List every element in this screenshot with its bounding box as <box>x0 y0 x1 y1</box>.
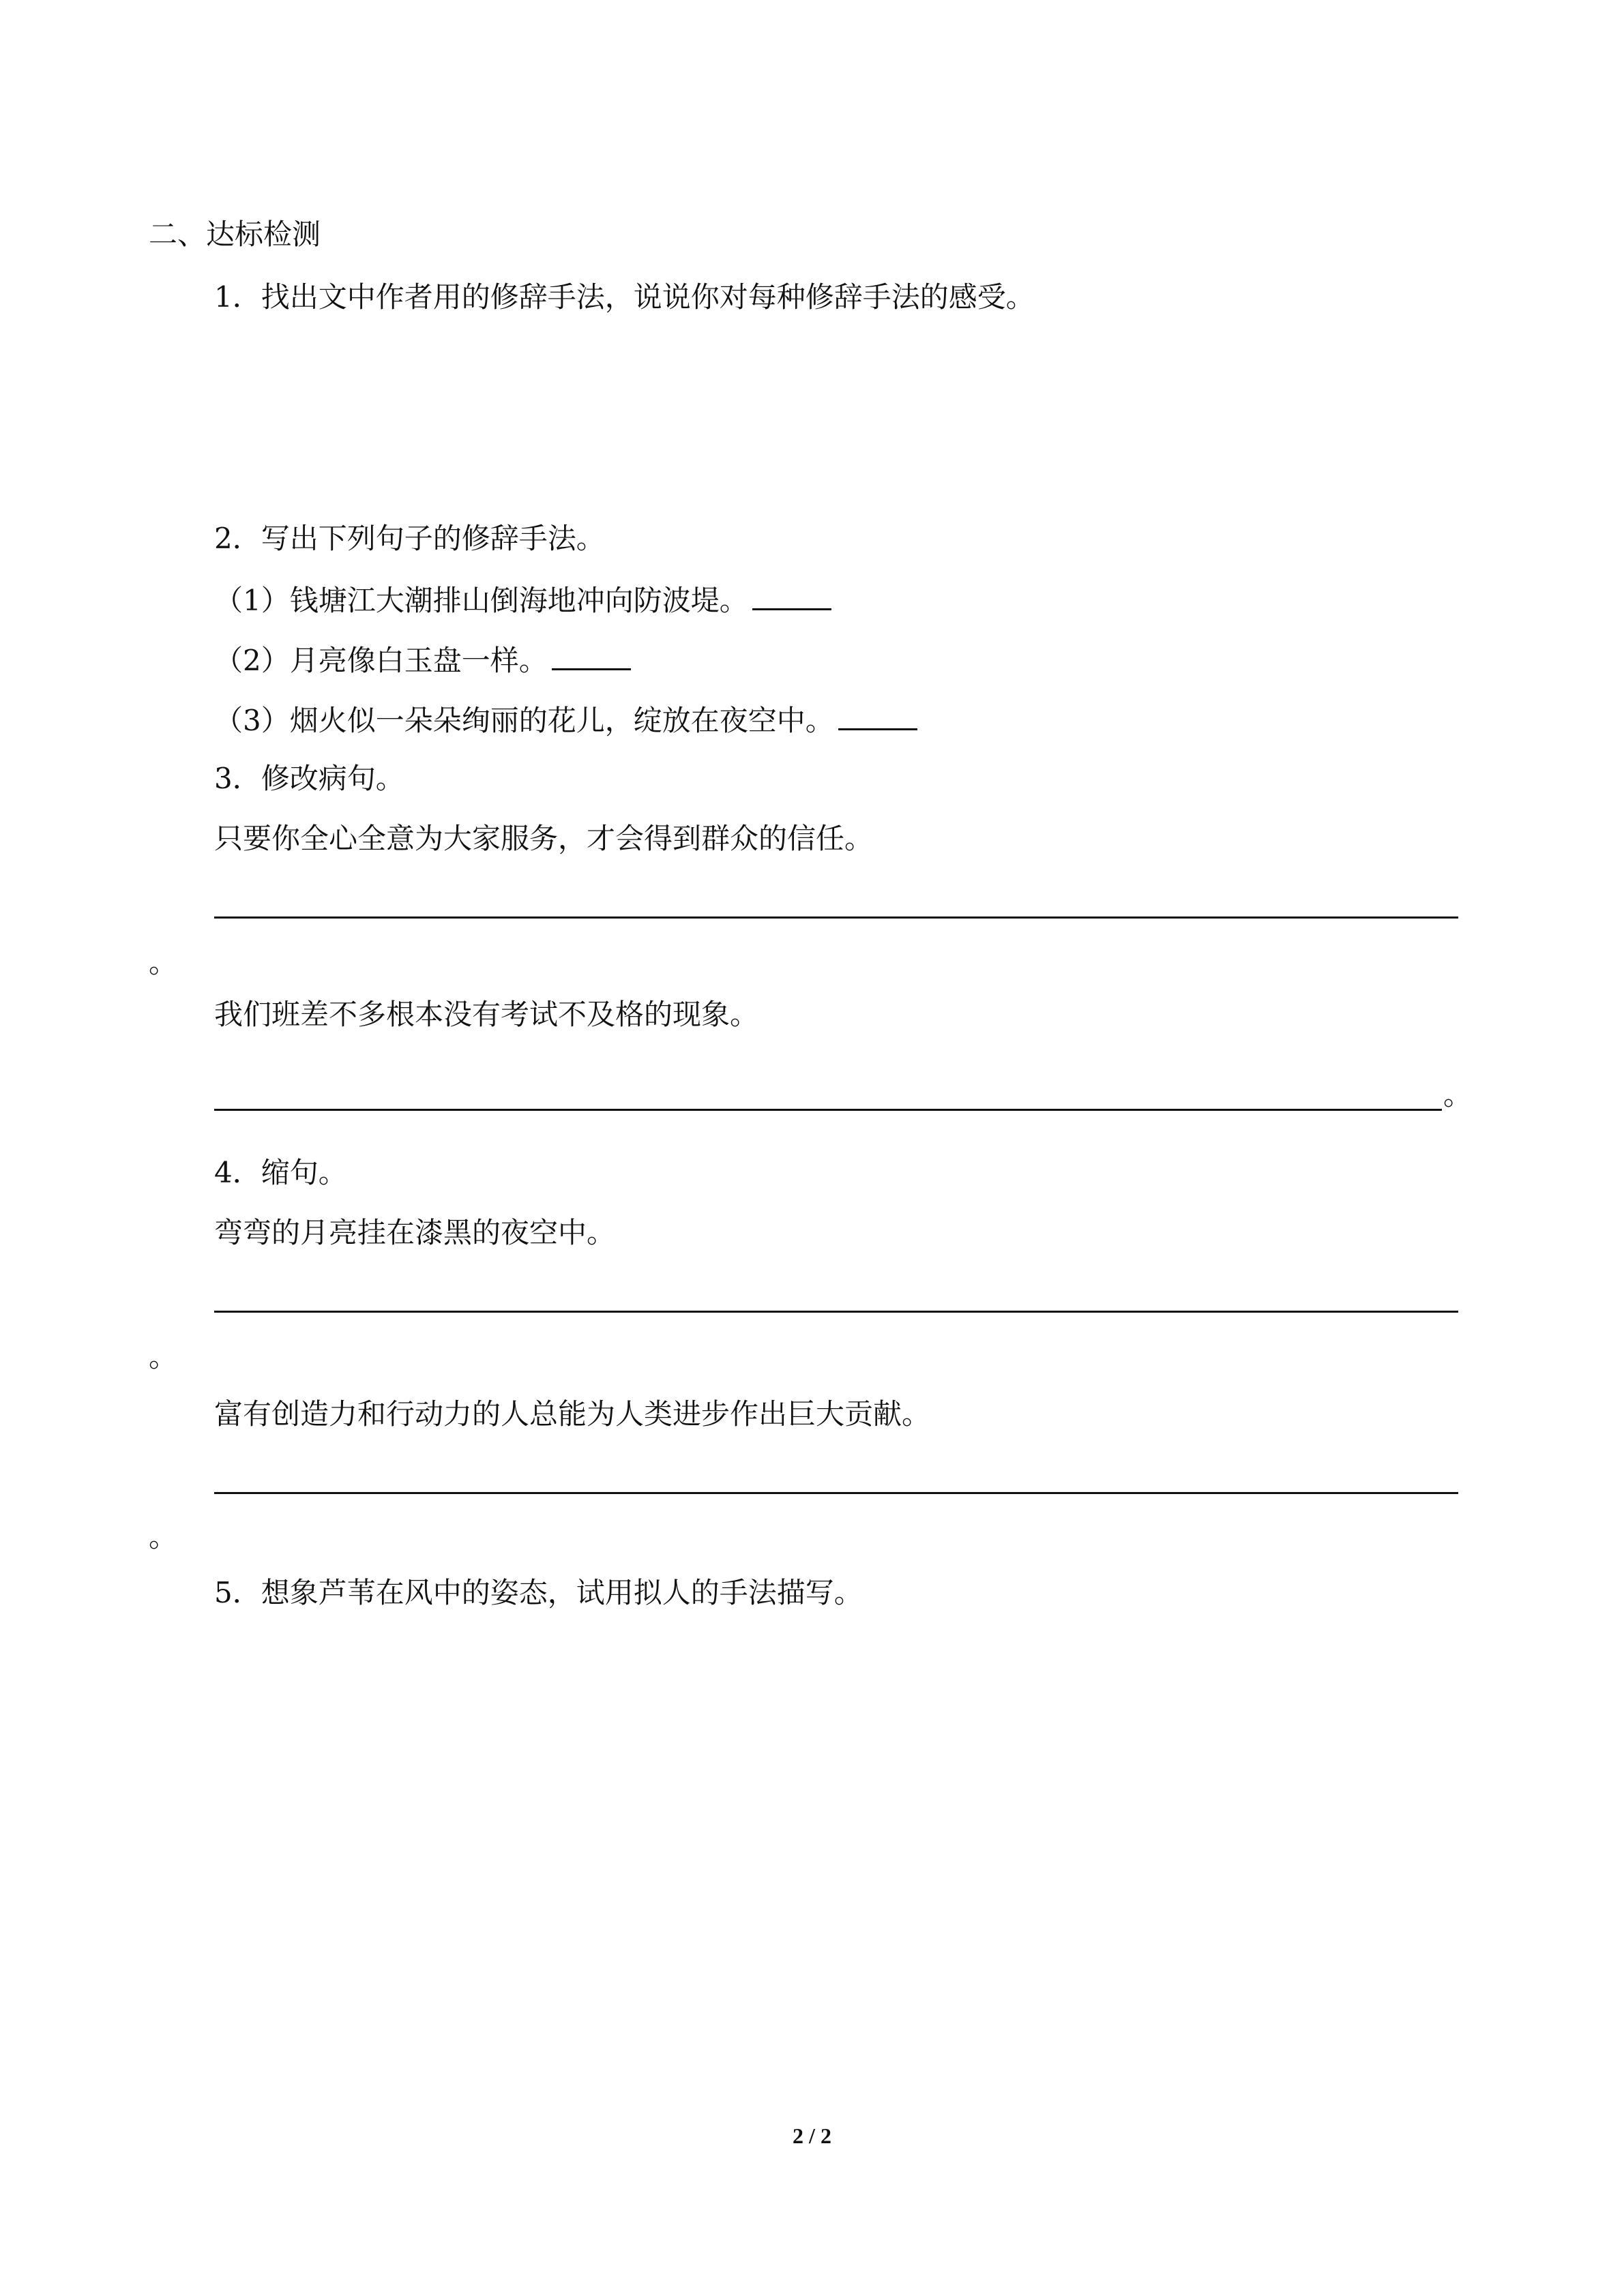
question-4-sentence-2: 富有创造力和行动力的人总能为人类进步作出巨大贡献。 <box>214 1397 931 1431</box>
answer-period-4-2: 。 <box>149 1520 178 1553</box>
question-2-prompt: 2．写出下列句子的修辞手法。 <box>214 522 605 555</box>
question-3-sentence-2: 我们班差不多根本没有考试不及格的现象。 <box>214 998 759 1031</box>
question-4-sentence-1: 弯弯的月亮挂在漆黑的夜空中。 <box>214 1216 616 1249</box>
question-2-item-1 <box>214 581 831 618</box>
question-2-item-2-text: （2）月亮像白玉盘一样。 <box>214 644 548 677</box>
question-1-prompt: 1．找出文中作者用的修辞手法，说说你对每种修辞手法的感受。 <box>214 280 1035 314</box>
question-2-item-3-text: （3）烟火似一朵朵绚丽的花儿，绽放在夜空中。 <box>214 704 834 737</box>
question-2-item-1-text: （1）钱塘江大潮排山倒海地冲向防波堤。 <box>214 584 748 617</box>
answer-line-3-1[interactable] <box>214 916 1458 919</box>
question-4-prompt: 4．缩句。 <box>214 1156 347 1189</box>
section-heading: 二、达标检测 <box>149 218 321 251</box>
answer-period-4-1: 。 <box>149 1340 178 1373</box>
answer-line-4-1[interactable] <box>214 1311 1458 1313</box>
answer-blank-2-1[interactable] <box>752 581 831 610</box>
question-3-sentence-1: 只要你全心全意为大家服务，才会得到群众的信任。 <box>214 822 874 855</box>
question-3-prompt: 3．修改病句。 <box>214 762 404 795</box>
answer-period-3-1: 。 <box>149 946 178 979</box>
answer-line-4-2[interactable] <box>214 1492 1458 1494</box>
page-number: 2 / 2 <box>793 2123 831 2148</box>
question-2-item-3 <box>214 701 917 739</box>
question-2-item-2 <box>214 641 631 679</box>
answer-line-3-2[interactable] <box>214 1109 1442 1111</box>
question-5-prompt: 5．想象芦苇在风中的姿态，试用拟人的手法描写。 <box>214 1576 863 1609</box>
answer-period-3-2: 。 <box>1443 1078 1473 1112</box>
answer-blank-2-3[interactable] <box>838 701 917 730</box>
answer-blank-2-2[interactable] <box>552 641 631 670</box>
